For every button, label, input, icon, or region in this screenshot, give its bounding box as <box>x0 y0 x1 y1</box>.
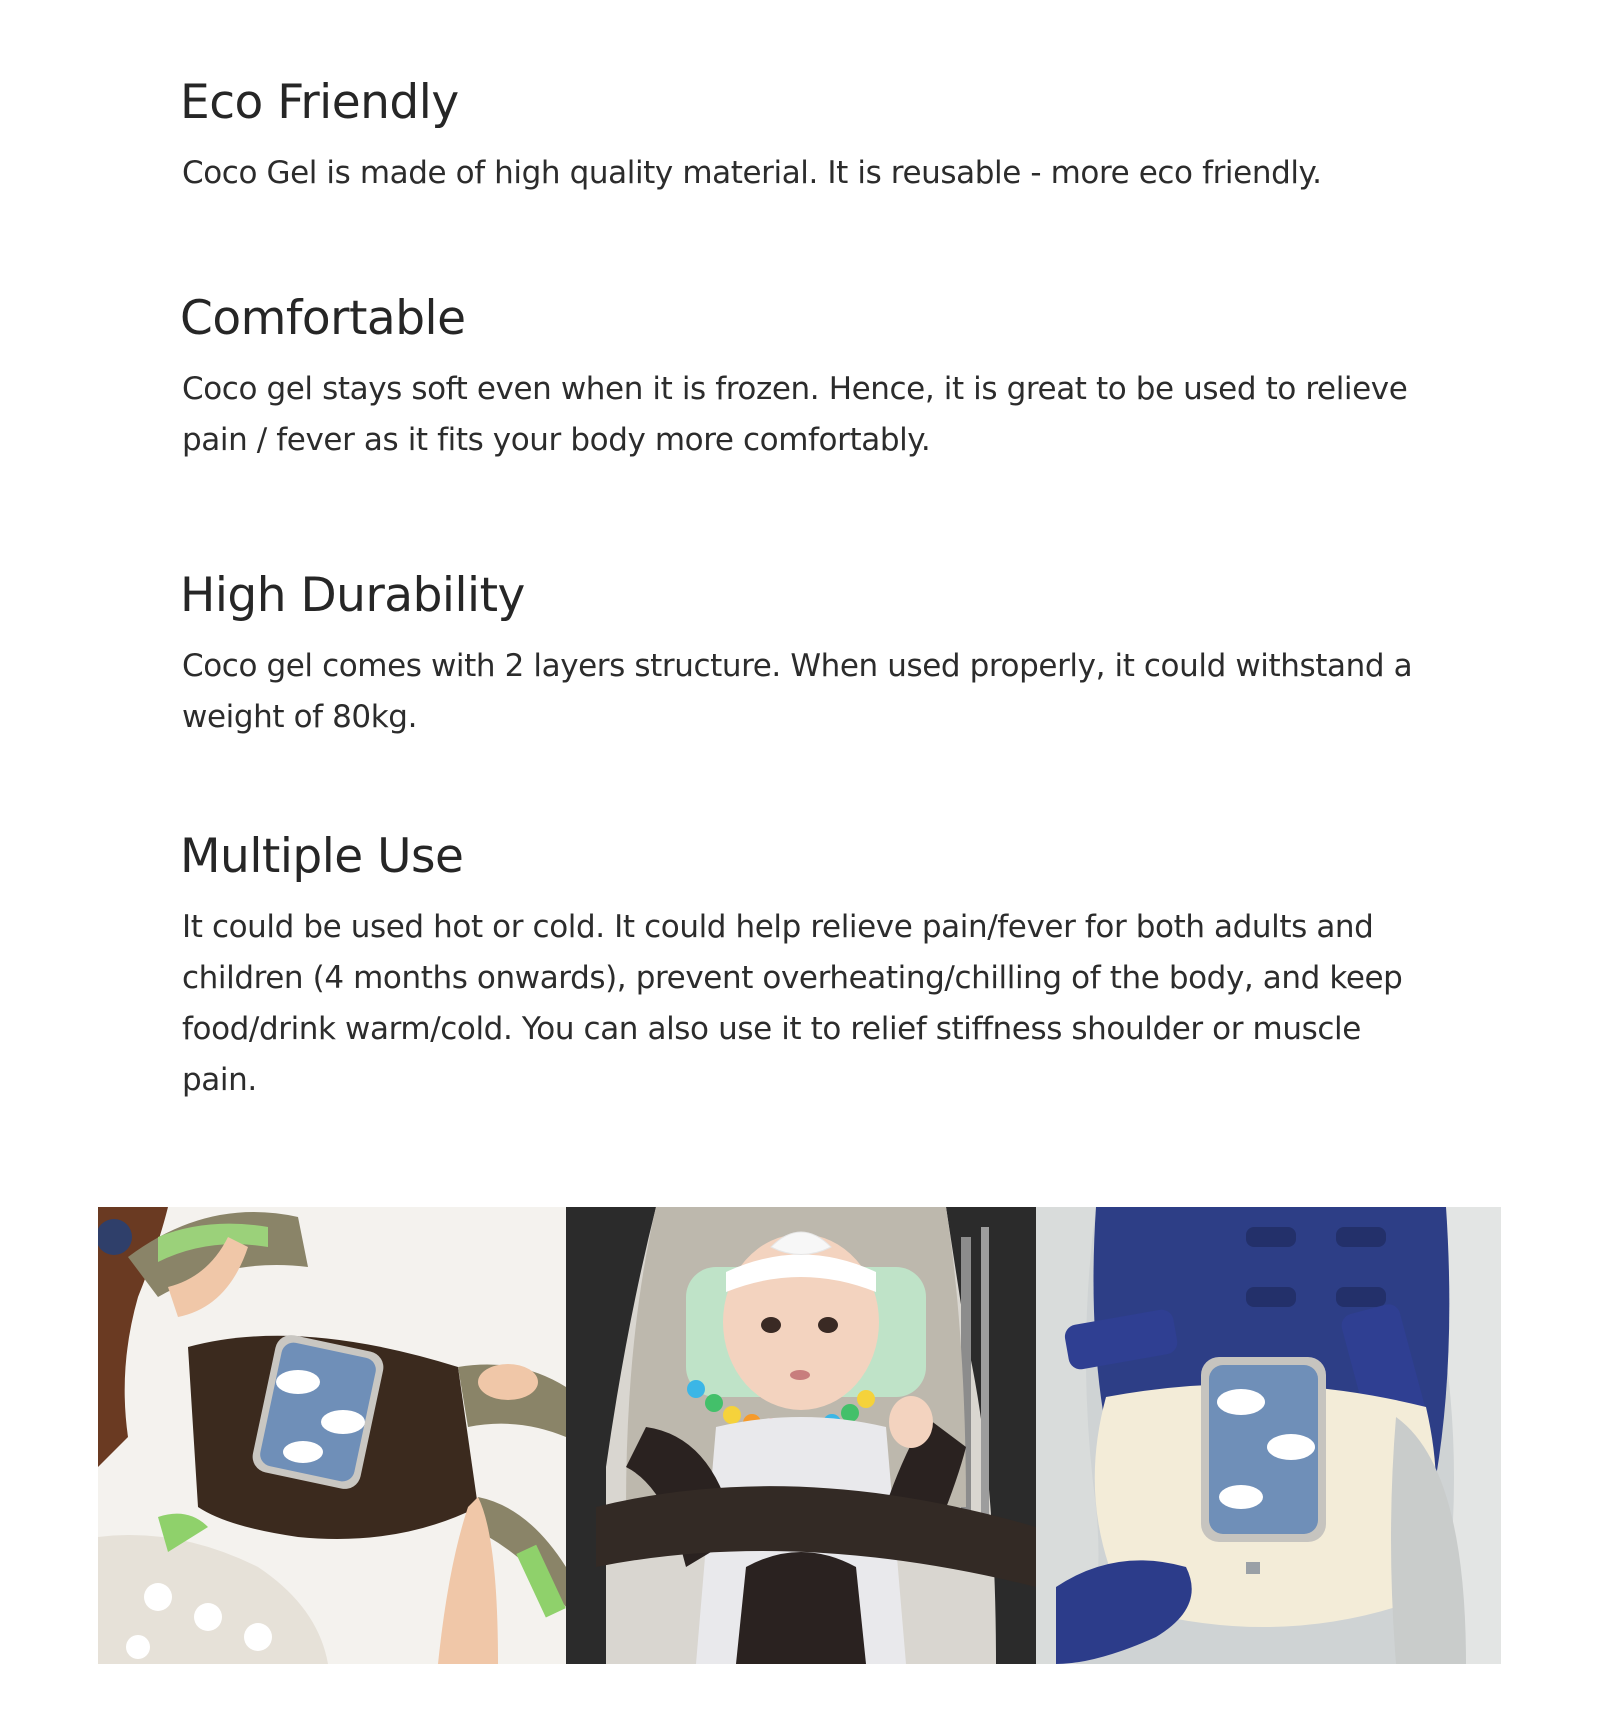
product-photo-strip <box>98 1207 1501 1664</box>
feature-comfortable <box>180 288 1440 466</box>
photo-baby-carrier <box>98 1207 566 1664</box>
feature-title: Multiple Use <box>180 829 464 884</box>
feature-description: Coco Gel is made of high quality material. It is reusable - more eco friendly. <box>182 155 1322 191</box>
feature-description: Coco gel stays soft even when it is frozen. Hence, it is great to be used to relieve pain / fever as it fits your body more comfortably. <box>182 371 1408 458</box>
feature-description: It could be used hot or cold. It could help relieve pain/fever for both adults and children (4 months onwards), prevent overheating/chilling of the body, and keep food/drink warm/cold. You can also use it to relief stiffness shoulder or muscle pain. <box>182 909 1403 1098</box>
feature-title: Comfortable <box>180 291 466 346</box>
photo-car-seat <box>1036 1207 1501 1664</box>
photo-baby-stroller <box>566 1207 1036 1664</box>
feature-high-durability <box>180 565 1440 743</box>
feature-title: High Durability <box>180 568 525 623</box>
feature-multiple-use <box>180 826 1440 1106</box>
feature-title: Eco Friendly <box>180 75 459 130</box>
feature-eco-friendly <box>180 72 1440 199</box>
feature-description: Coco gel comes with 2 layers structure. When used properly, it could withstand a weight of 80kg. <box>182 648 1413 735</box>
